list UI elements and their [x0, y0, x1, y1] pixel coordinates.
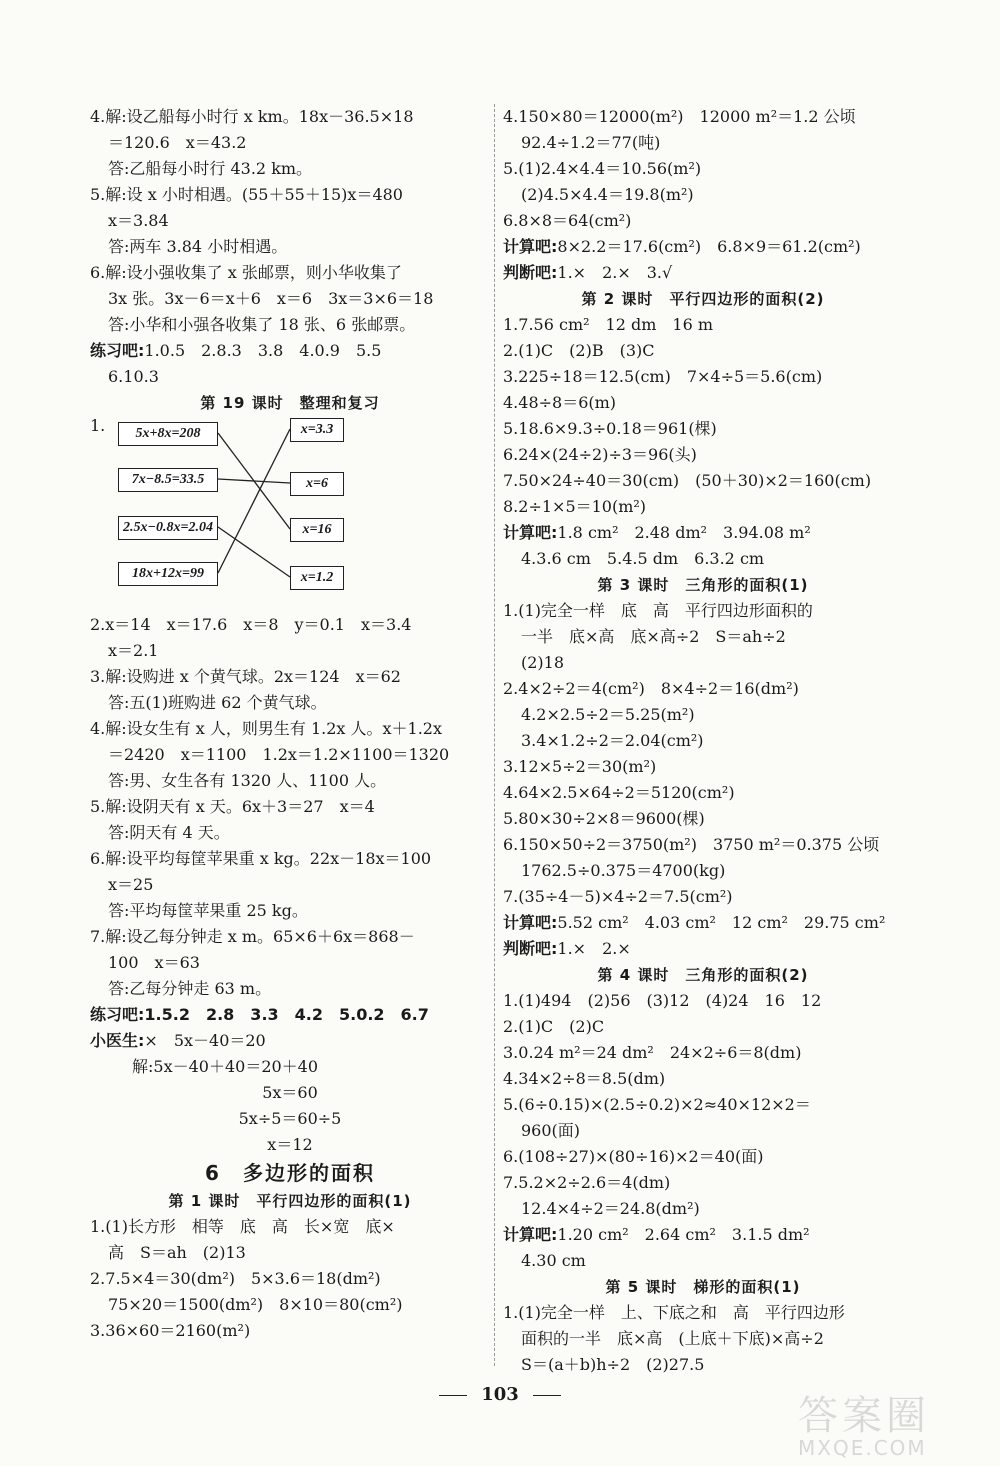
lesson-title: 第 4 课时 三角形的面积(2): [597, 966, 809, 984]
answer-line: 7.5.2×2÷2.6＝4(dm): [503, 1173, 671, 1192]
judge-line: 判断吧:1.× 2.× 3.√: [503, 263, 673, 282]
calc-line: 4.30 cm: [521, 1251, 586, 1270]
answer-line: 4.解:设女生有 x 人，则男生有 1.2x 人。x＋1.2x: [90, 719, 442, 738]
calc-label: 计算吧:: [503, 913, 558, 932]
answer-line: (2)4.5×4.4＝19.8(m²): [521, 185, 694, 204]
column-divider: [494, 104, 495, 1366]
answer-line: 92.4÷1.2＝77(吨): [521, 133, 661, 152]
lesson-title: 第 2 课时 平行四边形的面积(2): [581, 290, 825, 308]
calc-line: 计算吧:5.52 cm² 4.03 cm² 12 cm² 29.75 cm²: [503, 913, 886, 932]
answer-line: 2.x＝14 x＝17.6 x＝8 y＝0.1 x＝3.4: [90, 615, 412, 634]
answer-line: 4.48÷8＝6(m): [503, 393, 617, 412]
practice-label: 练习吧:: [90, 341, 145, 360]
answer-line: 4.34×2÷8＝8.5(dm): [503, 1069, 666, 1088]
answer-line: 5.(6÷0.15)×(2.5÷0.2)×2≈40×12×2＝: [503, 1095, 811, 1114]
answer-line: 75×20＝1500(dm²) 8×10＝80(cm²): [108, 1295, 403, 1314]
answer-line: x＝25: [108, 875, 154, 894]
solution-box: x=16: [290, 518, 344, 542]
answer-line: 6.解:设平均每筐苹果重 x kg。22x－18x＝100: [90, 849, 432, 868]
answer-line: 3.4×1.2÷2＝2.04(cm²): [521, 731, 704, 750]
chapter-title: 6 多边形的面积: [205, 1161, 375, 1185]
practice-line: 练习吧:1.0.5 2.8.3 3.8 4.0.9 5.5: [90, 341, 382, 360]
answer-line: 1.(1)完全一样 上、下底之和 高 平行四边形: [503, 1303, 845, 1322]
answer-line: 7.(35÷4－5)×4÷2＝7.5(cm²): [503, 887, 733, 906]
answer-line: 3x 张。3x－6＝x＋6 x＝6 3x＝3×6＝18: [108, 289, 434, 308]
answer-line: 3.解:设购进 x 个黄气球。2x＝124 x＝62: [90, 667, 401, 686]
answer-line: 答:乙每分钟走 63 m。: [108, 979, 272, 998]
answer-line: 高 S＝ah (2)13: [108, 1243, 246, 1262]
answer-line: 2.(1)C (2)C: [503, 1017, 605, 1036]
answer-line: 5.解:设阴天有 x 天。6x＋3＝27 x＝4: [90, 797, 375, 816]
answer-line: 8.2÷1×5＝10(m²): [503, 497, 647, 516]
watermark-text: 答案圈: [798, 1393, 930, 1439]
answer-line: 5.80×30÷2×8＝9600(棵): [503, 809, 705, 828]
answer-line: 960(面): [521, 1121, 581, 1140]
answer-line: 答:小华和小强各收集了 18 张、6 张邮票。: [108, 315, 416, 334]
answer-line: 5.解:设 x 小时相遇。(55＋55＋15)x＝480: [90, 185, 403, 204]
answer-line: 5.18.6×9.3÷0.18＝961(棵): [503, 419, 717, 438]
answer-line: 4.2×2.5÷2＝5.25(m²): [521, 705, 695, 724]
answer-line: 答:乙船每小时行 43.2 km。: [108, 159, 313, 178]
lesson-title: 第 5 课时 梯形的面积(1): [605, 1278, 801, 1296]
answer-line: 2.(1)C (2)B (3)C: [503, 341, 655, 360]
right-column: [503, 104, 903, 1378]
answer-line: 3.225÷18＝12.5(cm) 7×4÷5＝5.6(cm): [503, 367, 823, 386]
answer-line: 3.0.24 m²＝24 dm² 24×2÷6＝8(dm): [503, 1043, 802, 1062]
answer-line: 7.解:设乙每分钟走 x m。65×6＋6x＝868－: [90, 927, 415, 946]
answer-line: 4.150×80＝12000(m²) 12000 m²＝1.2 公顷: [503, 107, 856, 126]
calc-label: 计算吧:: [503, 237, 558, 256]
answer-line: 答:阴天有 4 天。: [108, 823, 230, 842]
calc-label: 计算吧:: [503, 523, 558, 542]
answer-line: 1.(1)长方形 相等 底 高 长×宽 底×: [90, 1217, 395, 1236]
answer-line: 6.8×8＝64(cm²): [503, 211, 632, 230]
judge-label: 判断吧:: [503, 263, 558, 282]
equation-box: 5x+8x=208: [118, 422, 218, 446]
calc-line: 计算吧:1.8 cm² 2.48 dm² 3.94.08 m²: [503, 523, 811, 542]
answer-line: 1.(1)完全一样 底 高 平行四边形面积的: [503, 601, 813, 620]
solution-box: x=1.2: [290, 566, 344, 590]
answer-line: 1.(1)494 (2)56 (3)12 (4)24 16 12: [503, 991, 822, 1010]
calc-line: 4.3.6 cm 5.4.5 dm 6.3.2 cm: [521, 549, 765, 568]
answer-line: 答:平均每筐苹果重 25 kg。: [108, 901, 308, 920]
answer-line: x＝2.1: [108, 641, 159, 660]
doctor-step: 解:5x－40＋40＝20＋40: [132, 1057, 319, 1076]
question-number: 1.: [90, 416, 106, 435]
answer-line: 2.7.5×4＝30(dm²) 5×3.6＝18(dm²): [90, 1269, 381, 1288]
answer-line: ＝2420 x＝1100 1.2x＝1.2×1100＝1320: [108, 745, 450, 764]
judge-label: 判断吧:: [503, 939, 558, 958]
answer-line: 2.4×2÷2＝4(cm²) 8×4÷2＝16(dm²): [503, 679, 799, 698]
calc-label: 计算吧:: [503, 1225, 558, 1244]
matching-line: [218, 479, 290, 483]
answer-line: 1.7.56 cm² 12 dm 16 m: [503, 315, 714, 334]
solution-box: x=3.3: [290, 418, 344, 442]
answer-line: 3.36×60＝2160(m²): [90, 1321, 251, 1340]
answer-line: 答:男、女生各有 1320 人、1100 人。: [108, 771, 387, 790]
solution-box: x=6: [290, 472, 344, 496]
answer-line: 6.150×50÷2＝3750(m²) 3750 m²＝0.375 公顷: [503, 835, 880, 854]
calc-line: 计算吧:8×2.2＝17.6(cm²) 6.8×9＝61.2(cm²): [503, 237, 861, 256]
lesson-title: 第 3 课时 三角形的面积(1): [597, 576, 809, 594]
practice-label: 练习吧:: [90, 1005, 145, 1024]
answer-line: x＝3.84: [108, 211, 169, 230]
answer-line: 6.24×(24÷2)÷3＝96(头): [503, 445, 697, 464]
left-column: [90, 104, 490, 1344]
answer-line: 一半 底×高 底×高÷2 S＝ah÷2: [521, 627, 786, 646]
lesson-title: 第 19 课时 整理和复习: [200, 394, 380, 412]
answer-line: 答:两车 3.84 小时相遇。: [108, 237, 288, 256]
answer-line: ＝120.6 x＝43.2: [108, 133, 247, 152]
answer-line: 100 x＝63: [108, 953, 200, 972]
answer-line: 4.64×2.5×64÷2＝5120(cm²): [503, 783, 735, 802]
answer-line: (2)18: [521, 653, 565, 672]
answer-line: 5.(1)2.4×4.4＝10.56(m²): [503, 159, 702, 178]
equation-box: 7x−8.5=33.5: [118, 468, 218, 492]
answer-line: 面积的一半 底×高 (上底＋下底)×高÷2: [521, 1329, 824, 1348]
lesson-title: 第 1 课时 平行四边形的面积(1): [168, 1192, 412, 1210]
doctor-label: 小医生:: [90, 1031, 145, 1050]
matching-diagram: [90, 416, 490, 612]
calc-line: 计算吧:1.20 cm² 2.64 cm² 3.1.5 dm²: [503, 1225, 810, 1244]
answer-line: 1762.5÷0.375＝4700(kg): [521, 861, 726, 880]
watermark-logo: [798, 1393, 988, 1460]
doctor-step: 5x÷5＝60÷5: [238, 1109, 342, 1128]
judge-line: 判断吧:1.× 2.×: [503, 939, 631, 958]
answer-line: 4.解:设乙船每小时行 x km。18x－36.5×18: [90, 107, 414, 126]
page-number: 103: [0, 1384, 1000, 1405]
answer-line: 6.解:设小强收集了 x 张邮票，则小华收集了: [90, 263, 402, 282]
answer-line: 7.50×24÷40＝30(cm) (50＋30)×2＝160(cm): [503, 471, 872, 490]
doctor-line: 小医生:× 5x－40＝20: [90, 1031, 266, 1050]
doctor-step: 5x＝60: [262, 1083, 318, 1102]
practice-line: 6.10.3: [108, 367, 159, 386]
answer-line: S＝(a＋b)h÷2 (2)27.5: [521, 1355, 705, 1374]
equation-box: 2.5x−0.8x=2.04: [118, 516, 218, 540]
equation-box: 18x+12x=99: [118, 562, 218, 586]
doctor-step: x＝12: [267, 1135, 313, 1154]
watermark-url: MXQE.COM: [798, 1436, 927, 1460]
practice-line: 练习吧:1.5.2 2.8 3.3 4.2 5.0.2 6.7: [90, 1005, 429, 1024]
answer-line: 3.12×5÷2＝30(m²): [503, 757, 657, 776]
answer-line: 6.(108÷27)×(80÷16)×2＝40(面): [503, 1147, 764, 1166]
answer-line: 答:五(1)班购进 62 个黄气球。: [108, 693, 327, 712]
answer-line: 12.4×4÷2＝24.8(dm²): [521, 1199, 700, 1218]
